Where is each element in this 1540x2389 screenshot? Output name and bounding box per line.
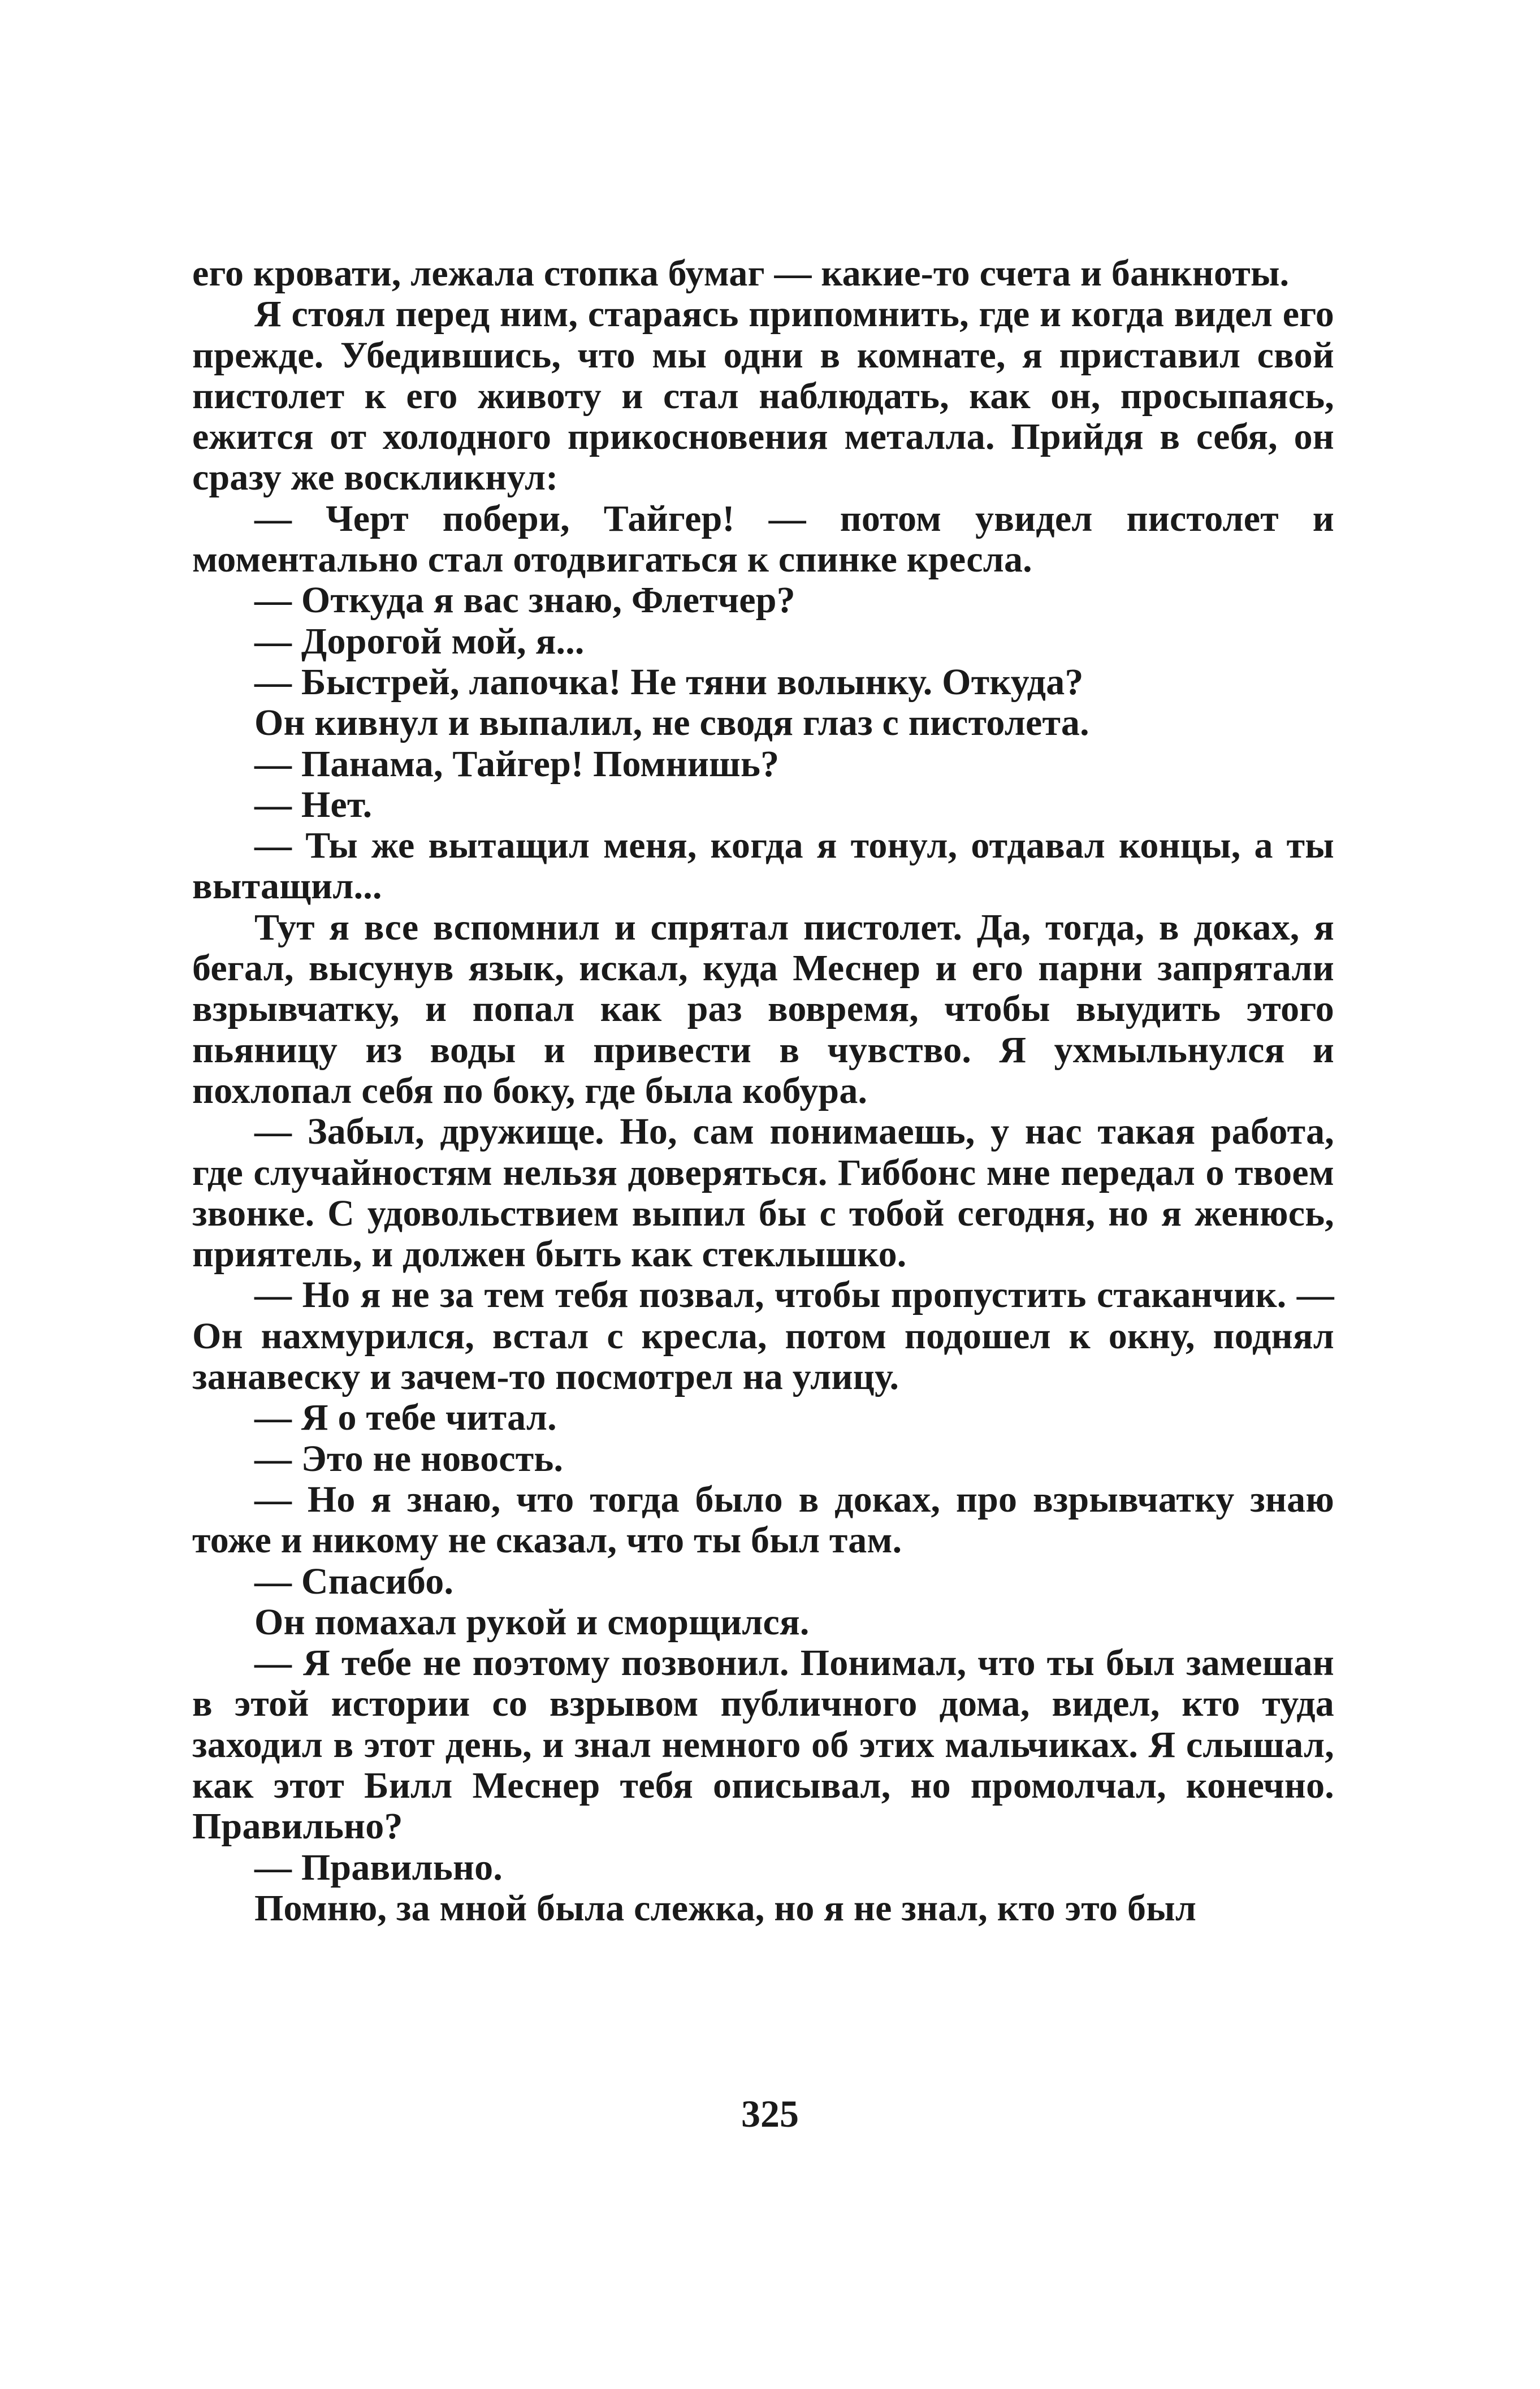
paragraph-9: — Нет. <box>254 784 373 825</box>
paragraph-21: Помню, за мной была слежка, но я не знал, кто это был <box>254 1887 1197 1929</box>
paragraph-10: — Ты же вытащил меня, когда я тонул, отдавал концы, а ты вытащил... <box>192 825 1334 907</box>
paragraph-20: — Правильно. <box>254 1846 503 1888</box>
paragraph-7: Он кивнул и выпалил, не сводя глаз с пистолета. <box>254 702 1089 744</box>
page-text <box>192 253 1334 1929</box>
paragraph-4: — Откуда я вас знаю, Флетчер? <box>254 579 795 621</box>
paragraph-14: — Я о тебе читал. <box>254 1397 557 1439</box>
paragraph-17: — Спасибо. <box>254 1560 454 1602</box>
paragraph-12: — Забыл, дружище. Но, сам понимаешь, у нас такая работа, где случайностям нельзя доверяться. Гиббонс мне передал о твоем звонке. С удовольствием выпил бы с тобой сегодня, но я женюсь, приятель, и должен быть как стеклышко. <box>192 1111 1334 1275</box>
paragraph-8: — Панама, Тайгер! Помнишь? <box>254 743 780 785</box>
paragraph-15: — Это не новость. <box>254 1438 564 1479</box>
paragraph-5: — Дорогой мой, я... <box>254 620 585 662</box>
paragraph-1: его кровати, лежала стопка бумаг — какие-то счета и банкноты. <box>192 253 1290 294</box>
paragraph-11: Тут я все вспомнил и спрятал пистолет. Да, тогда, в доках, я бегал, высунув язык, искал, куда Меснер и его парни запрятали взрывчатку, и попал как раз вовремя, чтобы выудить этого пьяницу из воды и привести в чувство. Я ухмыльнулся и похлопал себя по боку, где была кобура. <box>192 906 1334 1111</box>
page-number: 325 <box>741 2092 799 2135</box>
paragraph-19: — Я тебе не поэтому позвонил. Понимал, что ты был замешан в этой истории со взрывом публичного дома, видел, кто туда заходил в этот день, и знал немного об этих мальчиках. Я слышал, как этот Билл Меснер тебя описывал, но промолчал, конечно. Правильно? <box>192 1642 1334 1847</box>
paragraph-6: — Быстрей, лапочка! Не тяни волынку. Откуда? <box>254 661 1084 703</box>
paragraph-3: — Черт побери, Тайгер! — потом увидел пистолет и моментально стал отодвигаться к спинке кресла. <box>192 497 1334 581</box>
paragraph-13: — Но я не за тем тебя позвал, чтобы пропустить стаканчик. — Он нахмурился, встал с кресла, потом подошел к окну, поднял занавеску и зачем-то посмотрел на улицу. <box>192 1274 1334 1398</box>
paragraph-2: Я стоял перед ним, стараясь припомнить, где и когда видел его прежде. Убедившись, что мы одни в комнате, я приставил свой пистолет к его животу и стал наблюдать, как он, просыпаясь, ежится от холодного прикосновения металла. Прийдя в себя, он сразу же воскликнул: <box>192 293 1334 499</box>
paragraph-16: — Но я знаю, что тогда было в доках, про взрывчатку знаю тоже и никому не сказал, что ты был там. <box>192 1478 1334 1561</box>
paragraph-18: Он помахал рукой и сморщился. <box>254 1601 810 1643</box>
